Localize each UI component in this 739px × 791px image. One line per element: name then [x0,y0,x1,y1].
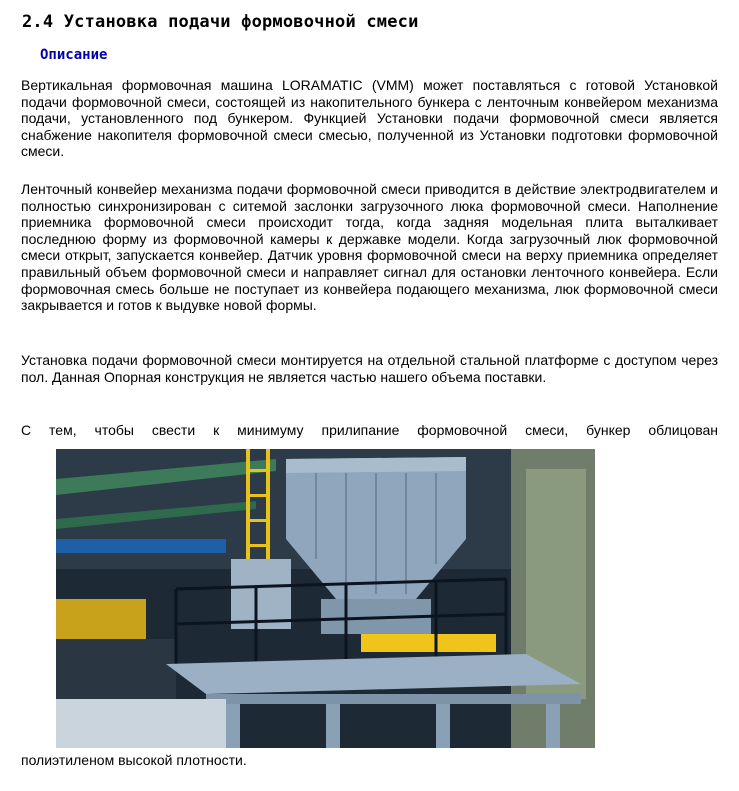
machinery-left [56,639,176,699]
paragraph-lining-end: полиэтиленом высокой плотности. [21,752,247,768]
yellow-part [361,634,496,652]
equipment-photo-drawing [56,449,595,748]
paragraph-platform: Установка подачи формовочной смеси монтируется на отдельной стальной платформе с доступом через пол. Данная Опорная конструкция не является частью нашего объема поставки. [21,352,718,385]
subsection-title: Описание [40,47,108,63]
conveyor-housing [231,559,291,629]
paragraph-intro: Вертикальная формовочная машина LORAMATIC (VMM) может поставляться с готовой Установкой подачи формовочной смеси, состоящей из накопительного бункера с ленточным конвейером механизма подачи, установленного под бункером. Функцией Установки подачи формовочной смеси является снабжение накопителя формовочной смеси смесью, полученной из Установки подготовки формовочной смеси. [21,77,718,160]
paragraph-lining-start: С тем, чтобы свести к минимуму прилипание формовочной смеси, бункер облицован [21,422,718,438]
paragraph-conveyor: Ленточный конвейер механизма подачи формовочной смеси приводится в действие электродвигателем и полностью синхронизирован с ситемой заслонки загрузочного люка формовочной смеси. Наполнение приемника формовочной смеси происходит тогда, когда задняя модельная плита выталкивает последнюю форму из формовочной камеры к державке модели. Когда загрузочный люк формовочной смеси открыт, запускается конвейер. Датчик уровня формовочной смеси на верху приемника определяет правильный объем формовочной смеси и направляет сигнал для остановки ленточного конвейера. Если формовочная смесь больше не поступает из конвейера подающего механизма, люк формовочной смеси закрывается и готов к выдувке новой формы. [21,181,718,314]
yellow-machine-left [56,599,146,639]
equipment-photo [56,449,595,748]
floor [56,699,226,748]
blue-crane-beam [56,539,226,553]
section-title: 2.4 Установка подачи формовочной смеси [22,12,419,32]
